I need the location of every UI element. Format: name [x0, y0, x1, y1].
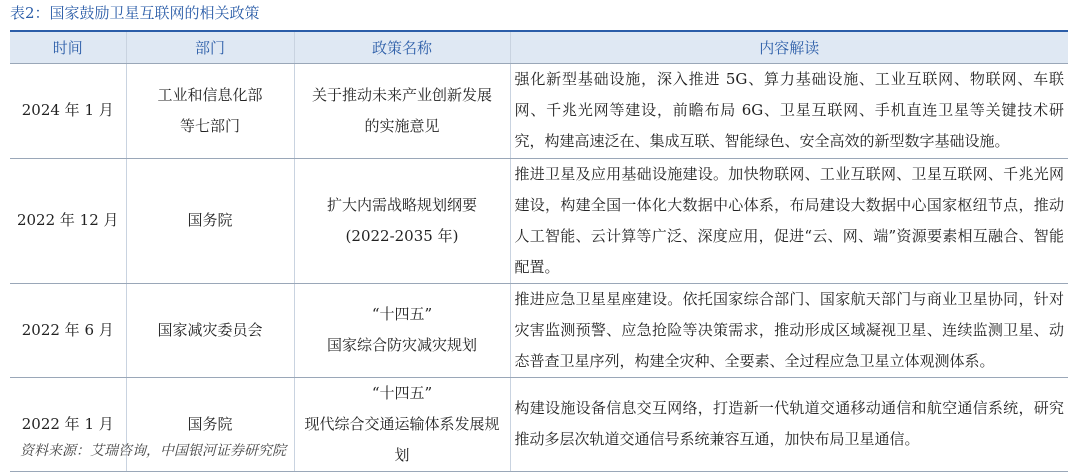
department-line: 国务院: [187, 414, 233, 433]
policy-line: 扩大内需战略规划纲要: [326, 195, 477, 214]
source-note: 资料来源：艾瑞咨询，中国银河证券研究院: [20, 443, 286, 459]
table-header-row: [10, 31, 1068, 63]
department-line: 等七部门: [179, 116, 240, 135]
department-line: 国务院: [187, 211, 233, 229]
policy-line: 现代综合交通运输体系发展规划: [304, 414, 500, 464]
cell-content: 推进卫星及应用基础设施建设。加快物联网、工业互联网、卫星互联网、千兆光网建设，构建全国一体化大数据中心体系，布局建设大数据中心国家枢纽节点，推动人工智能、云计算等广泛、深度应用，促进“云、网、端”资源要素相互融合、智能配置。: [510, 158, 1068, 283]
cell-policy-name: [294, 377, 510, 471]
header-time: 时间: [10, 31, 126, 63]
department-line: 工业和信息化部: [157, 85, 263, 104]
cell-policy-name: [294, 283, 510, 377]
policy-line: “十四五”: [371, 305, 433, 323]
cell-department: [126, 158, 294, 283]
policy-line: 关于推动未来产业创新发展: [311, 85, 492, 104]
table-row: [10, 158, 1068, 283]
cell-time: 2022 年 6 月: [10, 283, 126, 377]
cell-department: [126, 283, 294, 377]
cell-content: 强化新型基础设施，深入推进 5G、算力基础设施、工业互联网、物联网、车联网、千兆光网等建设，前瞻布局 6G、卫星互联网、手机直连卫星等关键技术研究，构建高速泛在、集成互联、智能绿色、安全高效的新型数字基础设施。: [510, 63, 1068, 158]
table-row: [10, 63, 1068, 158]
cell-policy-name: [294, 158, 510, 283]
header-department: 部门: [126, 31, 294, 63]
cell-time: 2022 年 1 月: [10, 377, 126, 471]
table-caption: 表2：国家鼓励卫星互联网的相关政策: [10, 4, 260, 22]
department-line: 国家减灾委员会: [157, 320, 263, 339]
cell-policy-name: [294, 63, 510, 158]
policy-line: 的实施意见: [364, 116, 440, 135]
cell-department: [126, 63, 294, 158]
cell-content: 推进应急卫星星座建设。依托国家综合部门、国家航天部门与商业卫星协同，针对灾害监测预警、应急抢险等决策需求，推动形成区域凝视卫星、连续监测卫星、动态普查卫星序列，构建全灾种、全要素、全过程应急卫星立体观测体系。: [510, 283, 1068, 377]
header-policy-name: 政策名称: [294, 31, 510, 63]
cell-time: 2024 年 1 月: [10, 63, 126, 158]
policy-line: (2022-2035 年): [345, 226, 459, 245]
policy-line: “十四五”: [371, 383, 433, 402]
policy-table: [10, 30, 1068, 472]
cell-content: 构建设施设备信息交互网络，打造新一代轨道交通移动通信和航空通信系统，研究推动多层次轨道交通信号系统兼容互通，加快布局卫星通信。: [510, 377, 1068, 471]
header-content: 内容解读: [510, 31, 1068, 63]
policy-line: 国家综合防灾减灾规划: [326, 336, 477, 354]
table-row: [10, 283, 1068, 377]
cell-time: 2022 年 12 月: [10, 158, 126, 283]
